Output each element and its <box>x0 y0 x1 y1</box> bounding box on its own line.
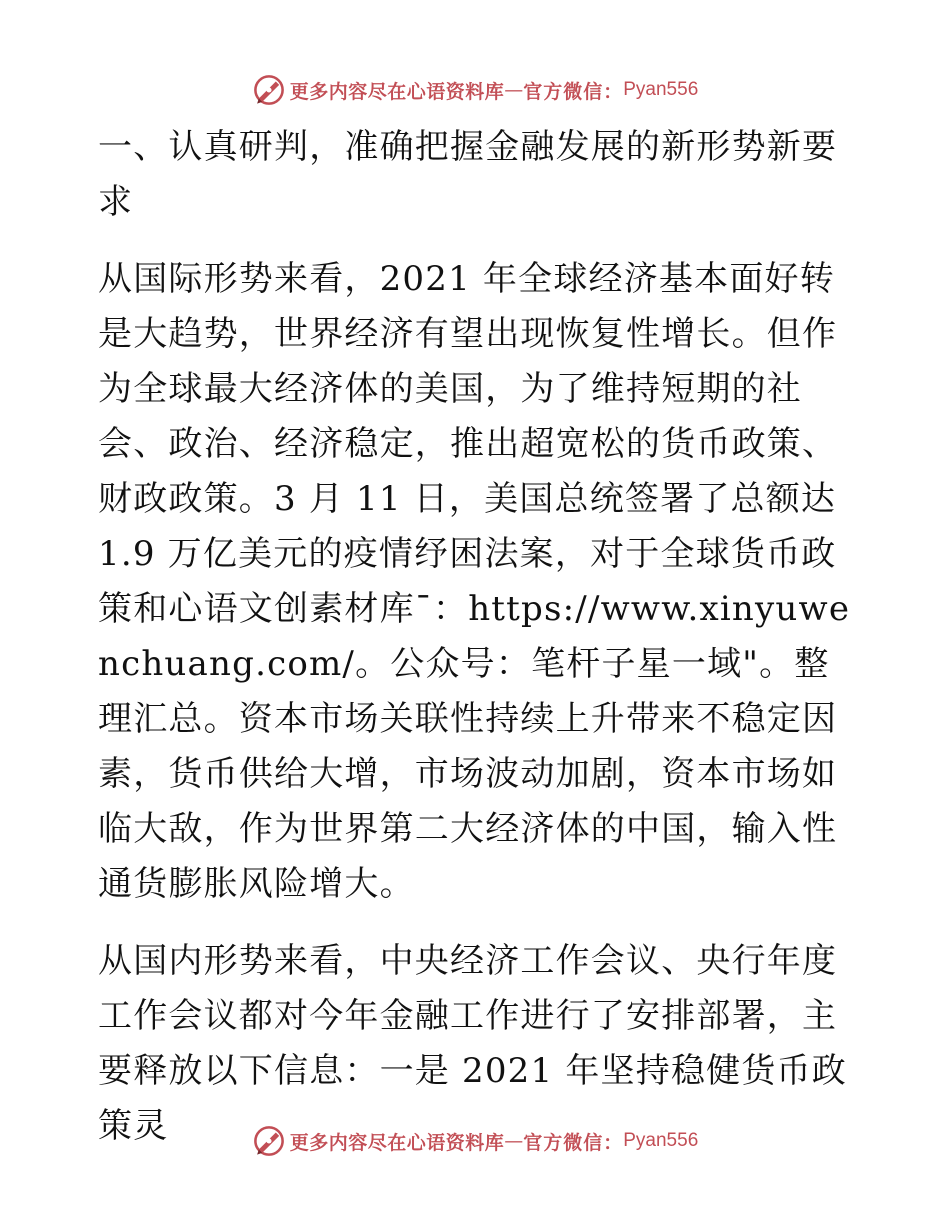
document-body <box>98 120 858 1154</box>
pen-logo-icon <box>252 73 286 107</box>
paragraph-domestic: 从国内形势来看，中央经济工作会议、央行年度工作会议都对今年金融工作进行了安排部署，主要释放以下信息：一是 2021 年坚持稳健货币政策灵 <box>98 941 847 1146</box>
header-banner <box>0 70 950 110</box>
header-site-name: 更多内容尽在心语资料库 <box>289 80 505 103</box>
pen-logo-icon <box>252 1124 286 1158</box>
header-wechat-id: Pyan556 <box>623 79 699 100</box>
footer-wechat-label: 官方微信： <box>523 1131 624 1154</box>
footer-site-name: 更多内容尽在心语资料库 <box>289 1131 505 1154</box>
footer-dash: — <box>504 1130 524 1152</box>
paragraph-international: 从国际形势来看，2021 年全球经济基本面好转是大趋势，世界经济有望出现恢复性增长。但作为全球最大经济体的美国，为了维持短期的社会、政治、经济稳定，推出超宽松的货币政策、财政政策。3 月 11 日，美国总统签署了总额达 1.9 万亿美元的疫情纾困法案，对于全球货币政策和心语文创素材库¯：https://www.xinyuwenchuang.com/。公众号：笔杆子星一域"。整理汇总。资本市场关联性持续上升带来不稳定因素，货币供给大增，市场波动加剧，资本市场如临大敌，作为世界第二大经济体的中国，输入性通货膨胀风险增大。 <box>98 259 851 904</box>
footer-wechat-id: Pyan556 <box>623 1130 699 1151</box>
header-wechat-label: 官方微信： <box>523 80 624 103</box>
section-heading: 一、认真研判，准确把握金融发展的新形势新要求 <box>98 127 838 222</box>
footer-banner <box>0 1121 950 1161</box>
header-dash: — <box>504 79 524 101</box>
